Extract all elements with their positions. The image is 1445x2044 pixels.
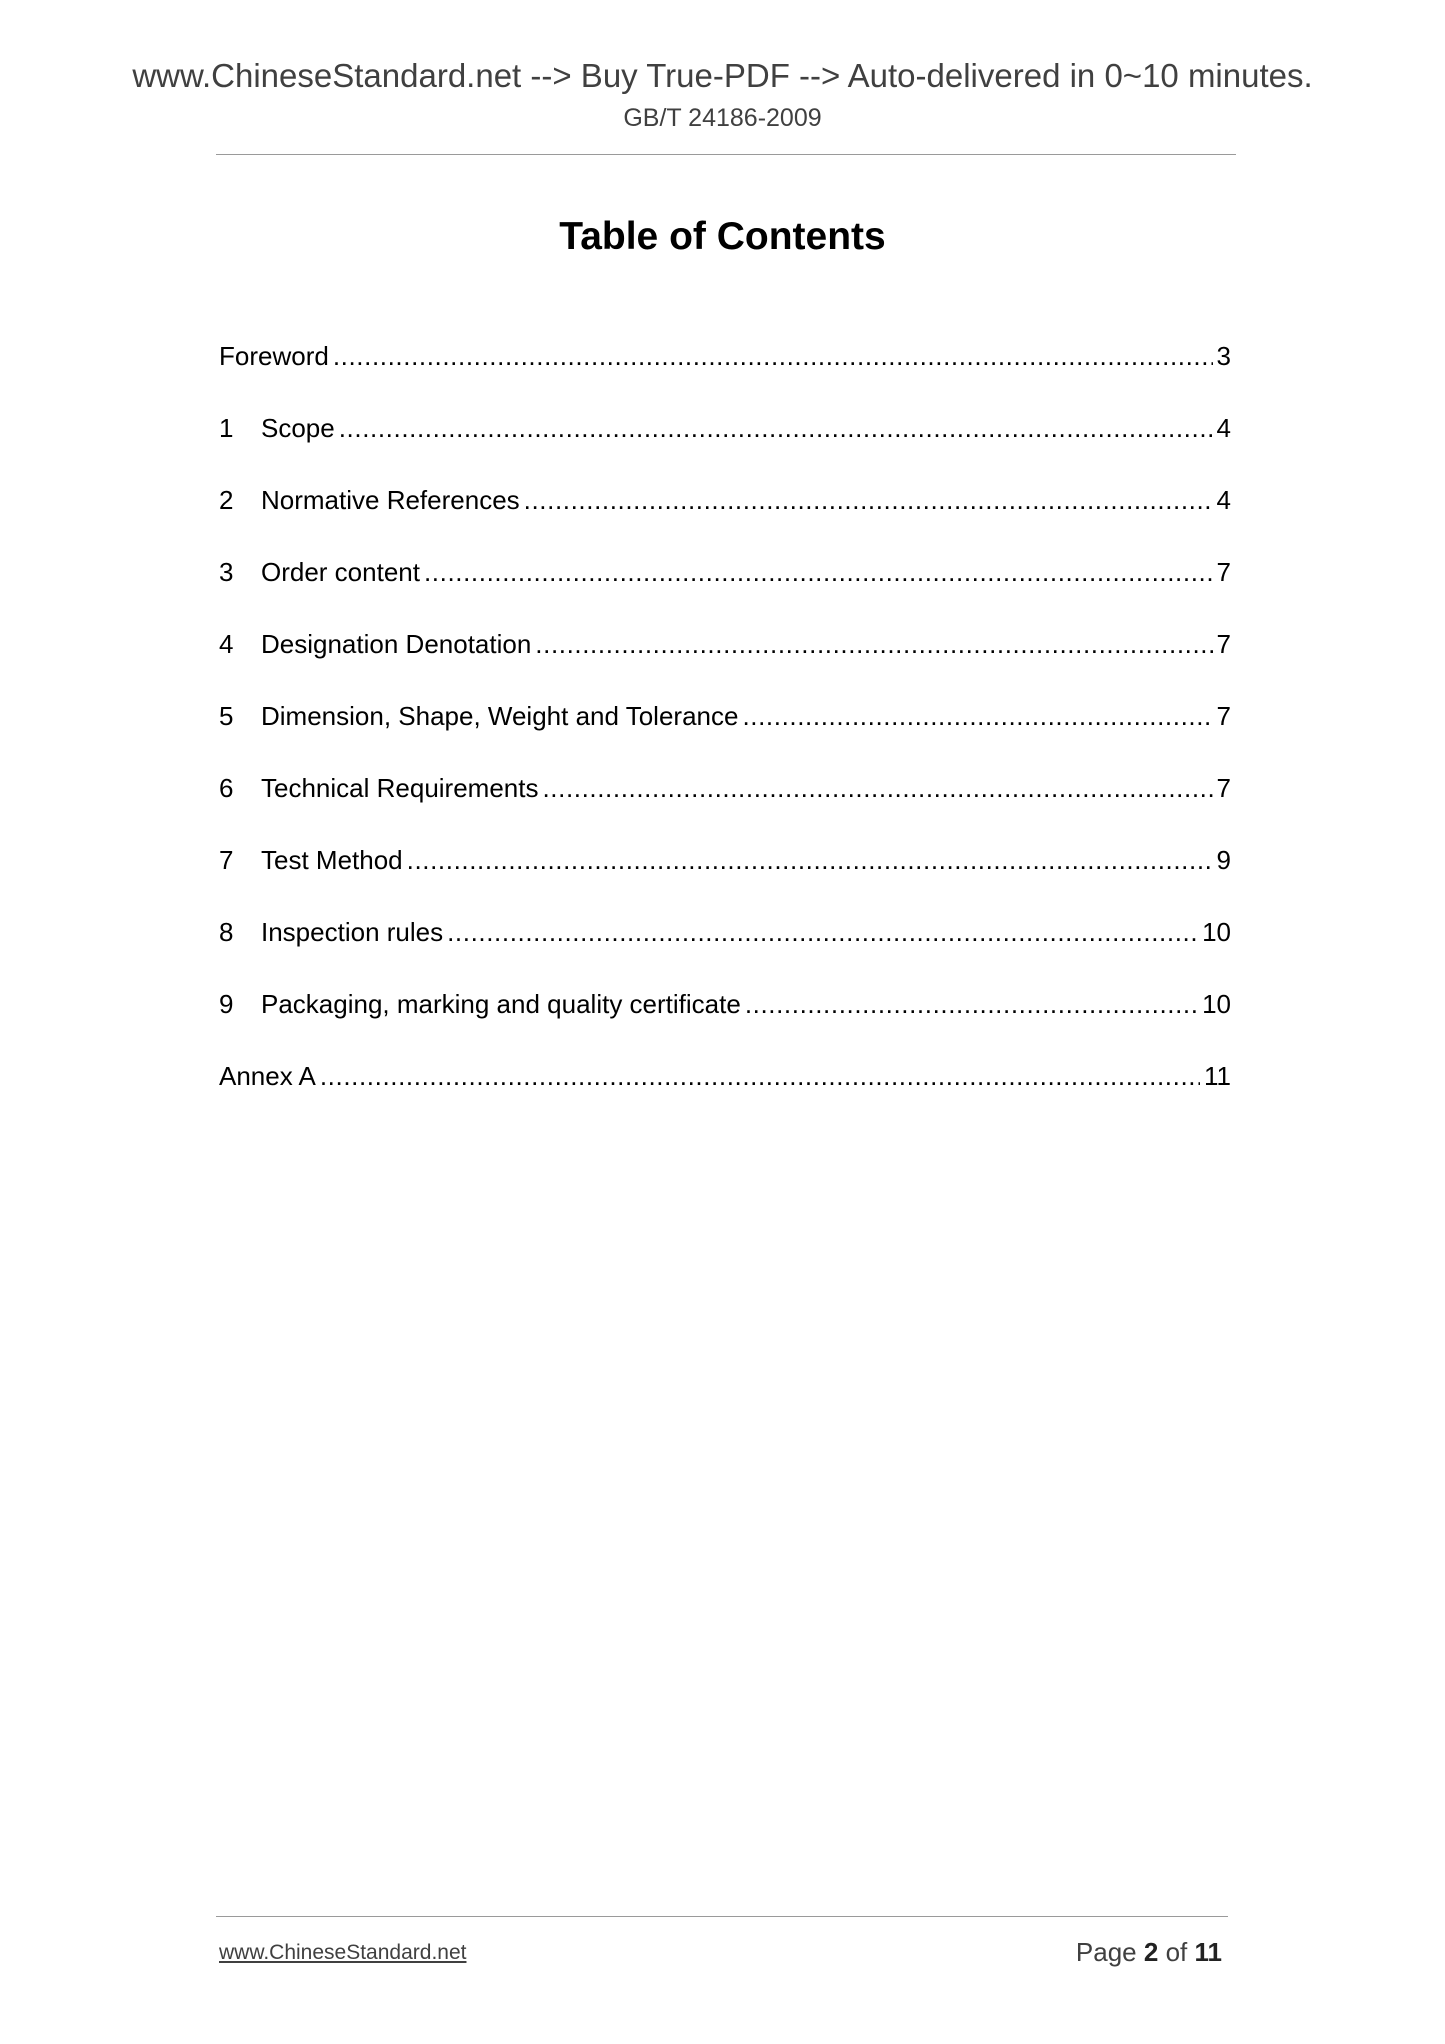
toc-entry-page: 7 (1216, 557, 1231, 587)
toc-entry-label: Dimension, Shape, Weight and Tolerance (261, 701, 739, 731)
page-title: Table of Contents (559, 215, 886, 258)
toc-entry-foreword[interactable] (219, 336, 1231, 408)
toc-entry-number: 6 (219, 773, 234, 803)
toc-entry-number: 2 (219, 485, 234, 515)
toc-entry-technical-requirements[interactable] (219, 768, 1231, 840)
toc-entry-page: 10 (1202, 917, 1231, 947)
toc-entry-label: Annex A (219, 1061, 316, 1091)
toc-entry-label: Normative References (261, 485, 520, 515)
toc-entry-label: Scope (261, 413, 335, 443)
standard-code: GB/T 24186-2009 (623, 104, 822, 132)
toc-entry-page: 9 (1216, 845, 1231, 875)
toc-dot-leader (447, 912, 1198, 952)
toc-entry-number: 9 (219, 989, 234, 1019)
toc-entry-page: 7 (1216, 773, 1231, 803)
toc-entry-label: Designation Denotation (261, 629, 532, 659)
toc-entry-number: 5 (219, 701, 234, 731)
toc-entry-number: 4 (219, 629, 234, 659)
toc-dot-leader (535, 624, 1212, 664)
footer-website-link[interactable]: www.ChineseStandard.net (219, 1941, 467, 1964)
toc-entry-label: Technical Requirements (261, 773, 539, 803)
toc-dot-leader (542, 768, 1212, 808)
header-divider (216, 154, 1236, 155)
toc-entry-label: Test Method (261, 845, 403, 875)
toc-entry-dimension-shape-weight-tolerance[interactable] (219, 696, 1231, 768)
toc-entry-page: 10 (1202, 989, 1231, 1019)
toc-dot-leader (333, 336, 1213, 376)
toc-entry-number: 1 (219, 413, 234, 443)
page-number (1076, 1936, 1222, 1968)
footer-divider (216, 1916, 1228, 1917)
toc-entry-label: Foreword (219, 341, 329, 371)
toc-dot-leader (407, 840, 1213, 880)
toc-entry-label: Order content (261, 557, 420, 587)
toc-entry-page: 3 (1216, 341, 1231, 371)
header-banner: www.ChineseStandard.net --> Buy True-PDF --> Auto-delivered in 0~10 minutes. (132, 57, 1313, 94)
toc-entry-normative-references[interactable] (219, 480, 1231, 552)
toc-entry-page: 7 (1216, 701, 1231, 731)
toc-entry-label: Inspection rules (261, 917, 444, 947)
toc-entry-page: 4 (1216, 485, 1231, 515)
toc-entry-number: 3 (219, 557, 234, 587)
toc-dot-leader (320, 1056, 1200, 1096)
toc-entry-packaging-marking-certificate[interactable] (219, 984, 1231, 1056)
toc-entry-label: Packaging, marking and quality certificate (261, 989, 741, 1019)
toc-entry-number: 8 (219, 917, 234, 947)
toc-entry-scope[interactable] (219, 408, 1231, 480)
toc-dot-leader (524, 480, 1213, 520)
current-page-number: 2 (1143, 1937, 1159, 1967)
toc-entry-designation-denotation[interactable] (219, 624, 1231, 696)
toc-dot-leader (339, 408, 1213, 448)
toc-dot-leader (742, 696, 1212, 736)
total-page-count: 11 (1194, 1937, 1222, 1967)
toc-entry-inspection-rules[interactable] (219, 912, 1231, 984)
toc-entry-page: 11 (1204, 1061, 1231, 1091)
toc-entry-order-content[interactable] (219, 552, 1231, 624)
toc-entry-page: 7 (1216, 629, 1231, 659)
page-of-label: of (1165, 1937, 1188, 1967)
toc-entry-test-method[interactable] (219, 840, 1231, 912)
toc-entry-number: 7 (219, 845, 234, 875)
table-of-contents (219, 336, 1231, 1128)
toc-entry-page: 4 (1216, 413, 1231, 443)
page-label: Page (1075, 1937, 1137, 1967)
toc-dot-leader (745, 984, 1198, 1024)
toc-dot-leader (424, 552, 1213, 592)
toc-entry-annex-a[interactable] (219, 1056, 1231, 1128)
